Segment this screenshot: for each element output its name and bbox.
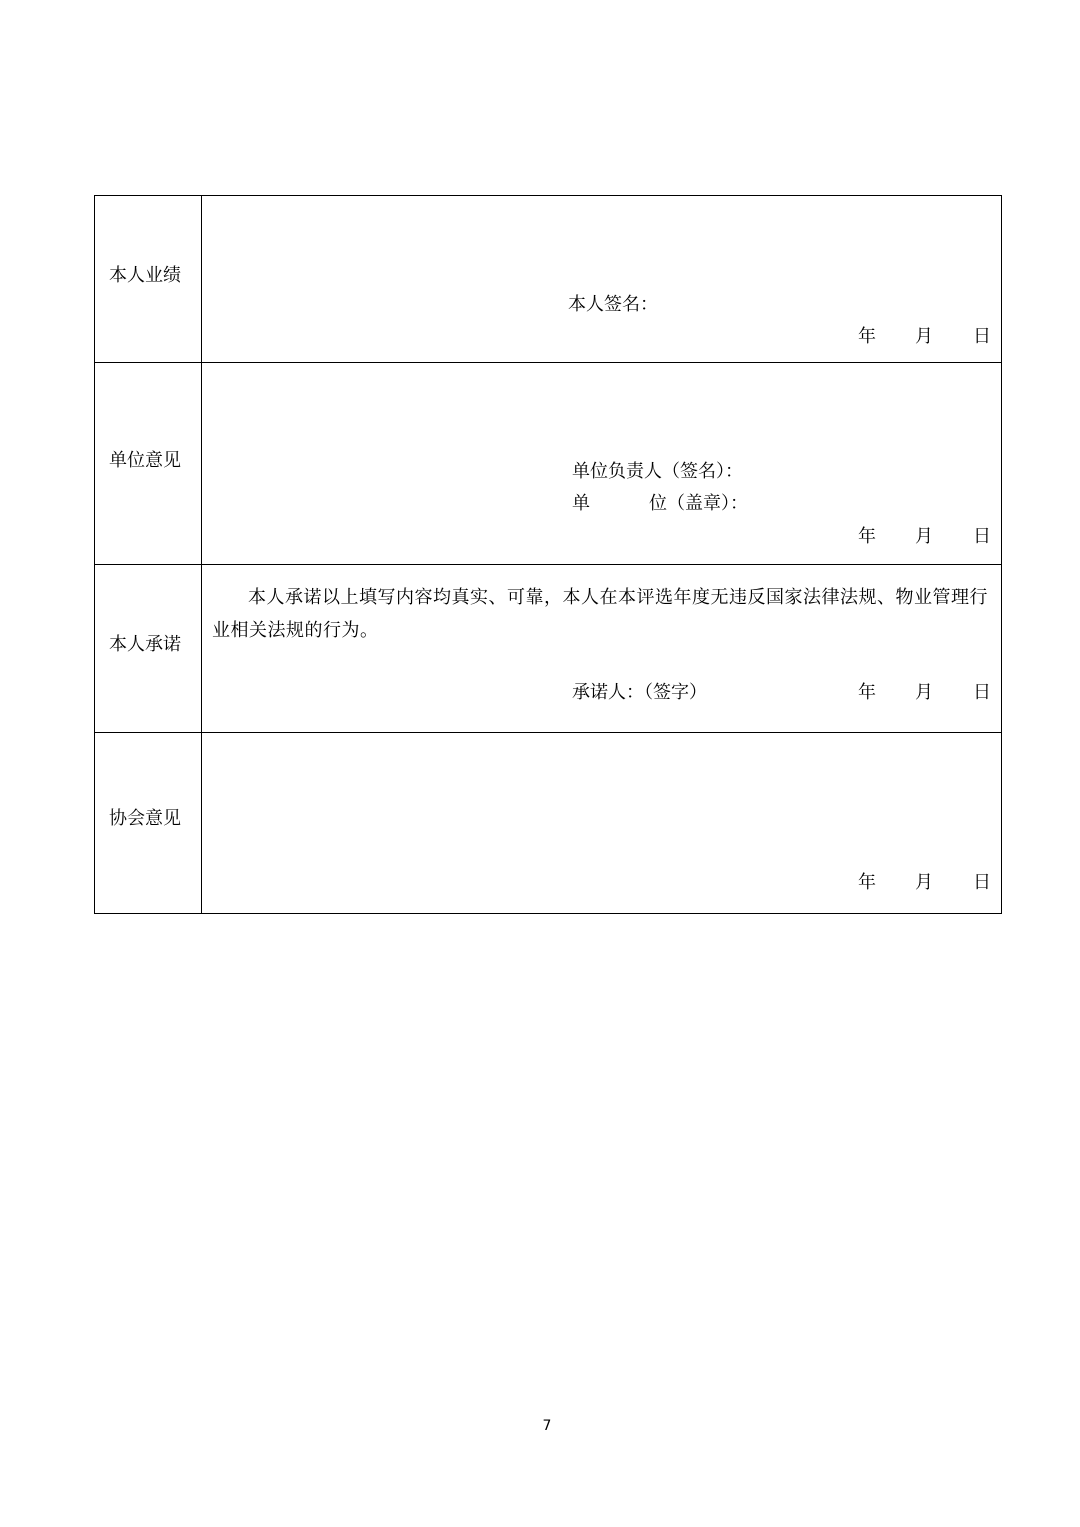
row-divider — [94, 362, 1002, 363]
column-divider — [201, 195, 202, 914]
month-label: 月 — [915, 872, 933, 893]
day-label: 日 — [973, 682, 991, 703]
personal-signature-label: 本人签名： — [568, 294, 658, 315]
row-divider — [94, 732, 1002, 733]
table-border-bottom — [94, 913, 1002, 914]
day-label: 日 — [973, 326, 991, 347]
year-label: 年 — [858, 872, 876, 893]
table-border-left — [94, 195, 95, 914]
month-label: 月 — [915, 682, 933, 703]
table-border-top — [94, 195, 1002, 196]
year-label: 年 — [858, 682, 876, 703]
row-label-performance: 本人业绩 — [109, 265, 181, 286]
unit-seal-label-prefix: 单 — [572, 493, 590, 514]
day-label: 日 — [973, 872, 991, 893]
day-label: 日 — [973, 526, 991, 547]
table-border-right — [1001, 195, 1002, 914]
month-label: 月 — [915, 526, 933, 547]
year-label: 年 — [858, 526, 876, 547]
row-divider — [94, 564, 1002, 565]
year-label: 年 — [858, 326, 876, 347]
row-label-association-opinion: 协会意见 — [109, 808, 181, 829]
page-number: 7 — [542, 1418, 552, 1434]
month-label: 月 — [915, 326, 933, 347]
commitment-paragraph: 本人承诺以上填写内容均真实、可靠，本人在本评选年度无违反国家法律法规、物业管理行业相关法规的行为。 — [212, 587, 988, 641]
unit-leader-signature-label: 单位负责人（签名）： — [572, 461, 743, 482]
unit-seal-label: 位（盖章）： — [649, 493, 748, 514]
promisor-signature-label: 承诺人：（签字） — [572, 682, 707, 703]
row-label-commitment: 本人承诺 — [109, 634, 181, 655]
application-form-table — [94, 195, 1002, 914]
row-label-unit-opinion: 单位意见 — [109, 450, 181, 471]
